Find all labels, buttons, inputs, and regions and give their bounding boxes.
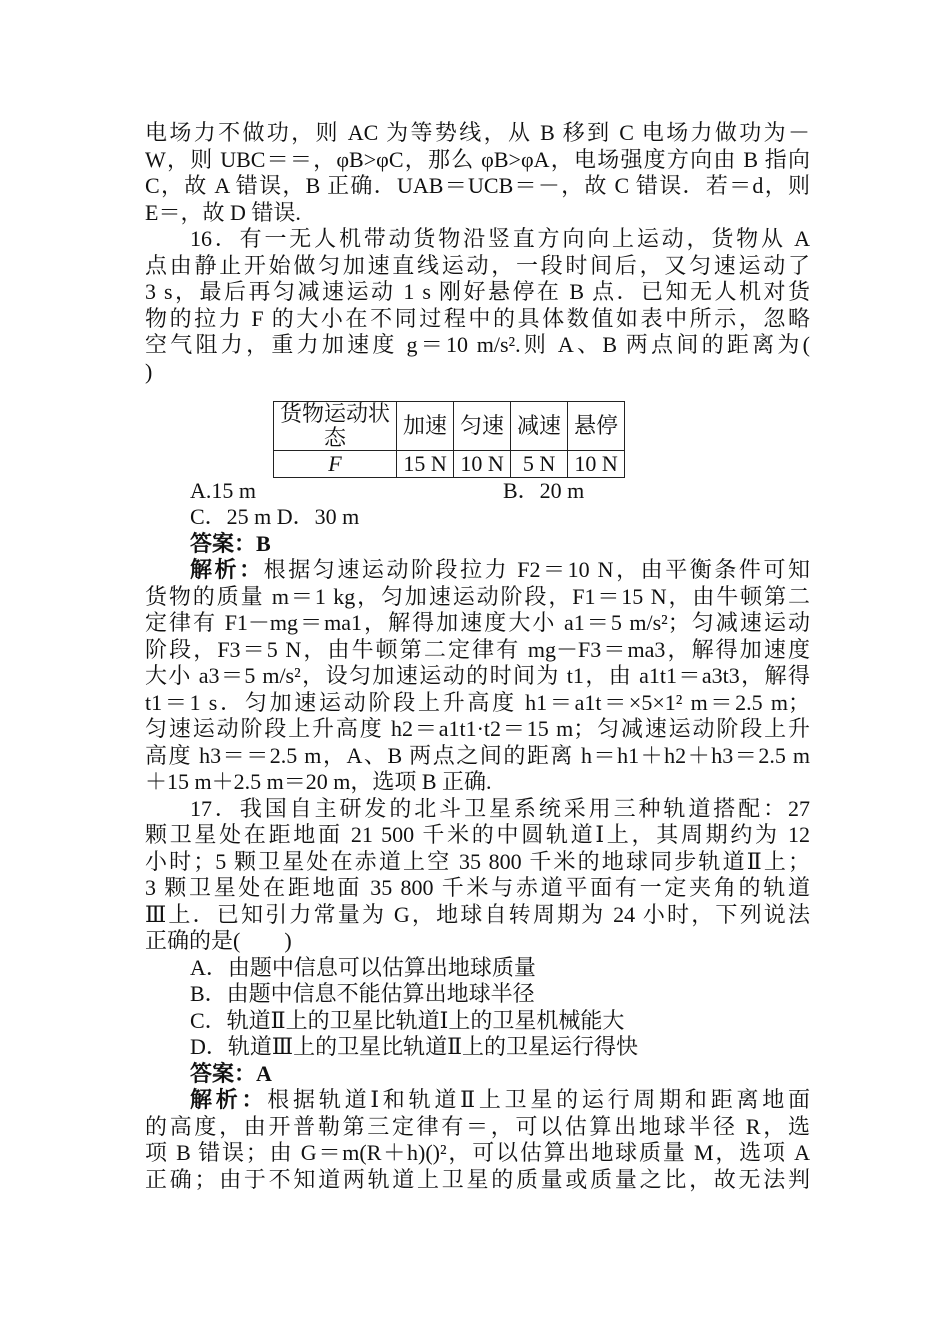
- question-16-stem-line: 空气阻力，重力加速度 g＝10 m/s².则 A、B 两点间的距离为(: [145, 332, 810, 357]
- analysis-16-line: 阶段，F3＝5 N，由牛顿第二定律有 mg－F3＝ma3，解得加速度: [145, 636, 810, 662]
- option-a: A.15 m: [190, 478, 256, 503]
- question-17-stem-line: 17．我国自主研发的北斗卫星系统采用三种轨道搭配：27: [190, 795, 810, 821]
- analysis-16-line: t1＝1 s．匀加速运动阶段上升高度 h1＝a1t＝×5×1² m＝2.5 m；: [145, 689, 810, 715]
- option-b: B．20 m: [503, 478, 585, 503]
- question-16: [145, 226, 810, 796]
- analysis-16-line: [145, 557, 810, 584]
- option-a: A．由题中信息可以估算出地球质量: [190, 954, 536, 980]
- answer-17: 答案：A: [190, 1060, 272, 1086]
- table-cell: 5 N: [511, 451, 568, 478]
- analysis-16-line: 匀速运动阶段上升高度 h2＝a1t1·t2＝15 m；匀减速运动阶段上升: [145, 716, 810, 741]
- analysis-16-line: 货物的质量 m＝1 kg，匀加速运动阶段，F1＝15 N，由牛顿第二: [145, 583, 810, 609]
- table-header-cell: 加速: [397, 402, 454, 451]
- table-header-cell: 匀速: [454, 402, 511, 451]
- analysis-17-line: 正确；由于不知道两轨道上卫星的质量或质量之比，故无法判: [145, 1166, 810, 1192]
- analysis-17-line: 项 B 错误；由 G＝m(R＋h)()²，可以估算出地球质量 M，选项 A: [145, 1140, 810, 1165]
- option-b: B．由题中信息不能估算出地球半径: [190, 981, 535, 1006]
- analysis-text: 根据轨道Ⅰ和轨道Ⅱ上卫星的运行周期和距离地面: [267, 1087, 810, 1112]
- question-16-stem-line: ): [145, 358, 153, 384]
- analysis-17-line: [145, 1087, 810, 1114]
- analysis-label: 解析：: [190, 1087, 268, 1112]
- text-line: C，故 A 错误，B 正确．UAB＝UCB＝－，故 C 错误．若＝d，则: [145, 173, 810, 198]
- table-header-row: [274, 402, 625, 451]
- table-header-cell: 悬停: [568, 402, 625, 451]
- analysis-16-line: 高度 h3＝＝2.5 m，A、B 两点之间的距离 h＝h1＋h2＋h3＝2.5 m: [145, 742, 810, 768]
- table-header-cell: 减速: [511, 402, 568, 451]
- options-row-cd: C．25 m D．30 m: [190, 504, 360, 529]
- text-line: E＝，故 D 错误.: [145, 199, 301, 225]
- option-c: C．轨道Ⅱ上的卫星比轨道Ⅰ上的卫星机械能大: [190, 1007, 625, 1033]
- analysis-16-line: ＋15 m＋2.5 m＝20 m，选项 B 正确.: [145, 769, 492, 794]
- options-row-ab: [145, 478, 810, 504]
- question-16-stem-line: 物的拉力 F 的大小在不同过程中的具体数值如表中所示，忽略: [145, 305, 810, 331]
- table-row: [274, 451, 625, 478]
- answer-16: 答案：B: [190, 530, 271, 556]
- table-cell: F: [274, 451, 397, 478]
- force-table: [273, 401, 625, 478]
- table-cell: 15 N: [397, 451, 454, 478]
- question-17: [145, 796, 810, 1194]
- question-16-stem-line: 16．有一无人机带动货物沿竖直方向向上运动，货物从 A: [190, 226, 810, 251]
- analysis-label: 解析：: [190, 557, 264, 582]
- question-16-stem-line: 点由静止开始做匀加速直线运动，一段时间后，又匀速运动了: [145, 252, 810, 278]
- option-d: D．轨道Ⅲ上的卫星比轨道Ⅱ上的卫星运行得快: [190, 1034, 639, 1059]
- question-17-stem-line: Ⅲ上．已知引力常量为 G，地球自转周期为 24 小时，下列说法: [145, 901, 810, 927]
- question-17-stem-line: 正确的是( ): [145, 928, 292, 953]
- text-line: W，则 UBC＝＝，φB>φC，那么 φB>φA，电场强度方向由 B 指向: [145, 146, 810, 172]
- analysis-text: 根据匀速运动阶段拉力 F2＝10 N，由平衡条件可知: [263, 557, 810, 582]
- question-16-stem-line: 3 s，最后再匀减速运动 1 s 刚好悬停在 B 点．已知无人机对货: [145, 279, 810, 304]
- table-cell: 10 N: [568, 451, 625, 478]
- analysis-16-line: 大小 a3＝5 m/s²，设匀加速运动的时间为 t1，由 a1t1＝a3t3，解得: [145, 663, 810, 688]
- question-17-stem-line: 3 颗卫星处在距地面 35 800 千米与赤道平面有一定夹角的轨道: [145, 875, 810, 900]
- analysis-17-line: 的高度，由开普勒第三定律有＝，可以估算出地球半径 R，选: [145, 1113, 810, 1139]
- question-17-stem-line: 小时；5 颗卫星处在赤道上空 35 800 千米的地球同步轨道Ⅱ上；: [145, 848, 810, 874]
- previous-answer-continuation: [145, 120, 810, 226]
- table-header-cell: 货物运动状态: [274, 402, 397, 451]
- table-cell: 10 N: [454, 451, 511, 478]
- analysis-16-line: 定律有 F1－mg＝ma1，解得加速度大小 a1＝5 m/s²；匀减速运动: [145, 610, 810, 635]
- text-line: 电场力不做功，则 AC 为等势线，从 B 移到 C 电场力做功为－: [145, 120, 810, 145]
- question-17-stem-line: 颗卫星处在距地面 21 500 千米的中圆轨道Ⅰ上，其周期约为 12: [145, 822, 810, 847]
- document-body: [145, 120, 810, 1193]
